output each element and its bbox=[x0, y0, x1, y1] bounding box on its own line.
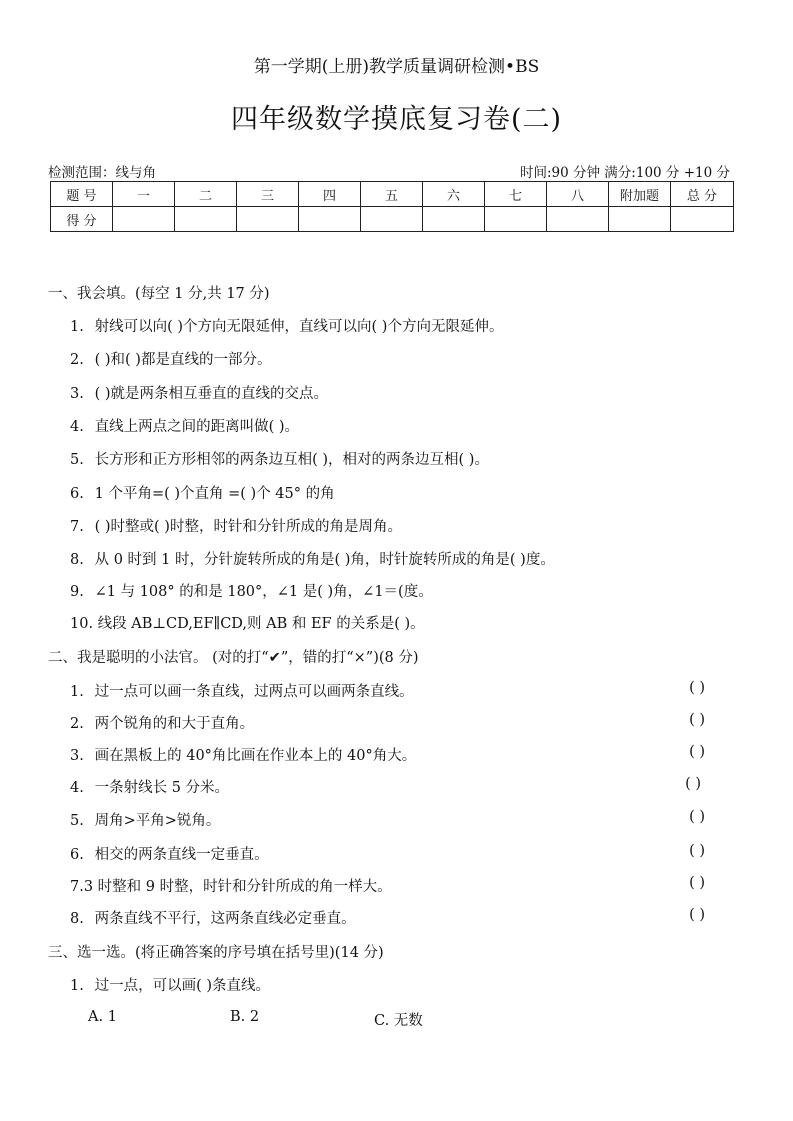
question-number: 8. bbox=[70, 552, 84, 568]
question-text: 长方形和正方形相邻的两条边互相( )，相对的两条边互相( )。 bbox=[94, 452, 489, 468]
question-number: 4. bbox=[70, 419, 84, 435]
question-text: 画在黑板上的 40°角比画在作业本上的 40°角大。 bbox=[94, 748, 417, 764]
score-cell[interactable] bbox=[485, 207, 547, 232]
score-header-cell: 总 分 bbox=[671, 182, 734, 207]
exam-range: 检测范围：线与角 bbox=[48, 165, 156, 181]
answer-parentheses[interactable]: ( ) bbox=[689, 680, 705, 696]
question-text: 相交的两条直线一定垂直。 bbox=[94, 847, 269, 863]
question-number: 7. bbox=[70, 519, 84, 535]
choice-question bbox=[70, 974, 270, 995]
answer-parentheses[interactable]: ( ) bbox=[689, 875, 705, 891]
question-number: 7. bbox=[70, 879, 84, 895]
score-header-cell: 七 bbox=[485, 182, 547, 207]
question-number: 1. bbox=[70, 978, 84, 994]
score-cell[interactable] bbox=[671, 207, 734, 232]
fill-question bbox=[70, 548, 555, 569]
judge-question bbox=[70, 680, 414, 701]
answer-parentheses[interactable]: ( ) bbox=[689, 907, 705, 923]
score-cell[interactable] bbox=[113, 207, 175, 232]
question-text: 两条直线不平行，这两条直线必定垂直。 bbox=[94, 911, 356, 927]
answer-parentheses[interactable]: ( ) bbox=[685, 776, 701, 792]
score-table bbox=[50, 181, 734, 232]
score-cell[interactable] bbox=[175, 207, 237, 232]
question-text: 直线上两点之间的距离叫做( )。 bbox=[94, 419, 300, 435]
option-b[interactable]: B. 2 bbox=[230, 1009, 260, 1025]
question-number: 2. bbox=[70, 352, 84, 368]
judge-question bbox=[70, 809, 220, 830]
score-cell[interactable] bbox=[299, 207, 361, 232]
answer-parentheses[interactable]: ( ) bbox=[689, 744, 705, 760]
judge-question bbox=[70, 843, 269, 864]
score-header-cell: 八 bbox=[547, 182, 609, 207]
judge-question bbox=[70, 712, 254, 733]
score-header-cell: 二 bbox=[175, 182, 237, 207]
question-number: 1. bbox=[70, 684, 84, 700]
question-number: 6. bbox=[70, 486, 84, 502]
score-row-label: 得 分 bbox=[51, 207, 113, 232]
score-table-header-row bbox=[51, 182, 734, 207]
question-text: 一条射线长 5 分米。 bbox=[94, 780, 230, 796]
section-1-title: 一、我会填。(每空 1 分,共 17 分) bbox=[48, 286, 270, 302]
judge-question bbox=[70, 907, 356, 928]
option-c[interactable]: C. 无数 bbox=[374, 1013, 423, 1029]
score-header-cell: 三 bbox=[237, 182, 299, 207]
score-cell[interactable] bbox=[609, 207, 671, 232]
score-header-cell: 四 bbox=[299, 182, 361, 207]
judge-question bbox=[70, 744, 416, 765]
question-text: 1 个平角=( )个直角 =( )个 45° 的角 bbox=[94, 486, 335, 502]
exam-series-title: 第一学期(上册)教学质量调研检测•BS bbox=[253, 57, 540, 77]
answer-parentheses[interactable]: ( ) bbox=[689, 809, 705, 825]
question-number: 10. bbox=[70, 616, 94, 632]
score-cell[interactable] bbox=[237, 207, 299, 232]
score-header-cell: 题 号 bbox=[51, 182, 113, 207]
question-number: 9. bbox=[70, 584, 84, 600]
question-text: ( )和( )都是直线的一部分。 bbox=[94, 352, 272, 368]
fill-question bbox=[70, 448, 489, 469]
question-text: 周角>平角>锐角。 bbox=[94, 813, 221, 829]
fill-question bbox=[70, 415, 299, 436]
question-number: 1. bbox=[70, 319, 84, 335]
fill-question bbox=[70, 348, 271, 369]
time-score-info: 时间:90 分钟 满分:100 分 +10 分 bbox=[520, 165, 730, 181]
question-text: 两个锐角的和大于直角。 bbox=[94, 716, 255, 732]
question-text: 过一点可以画一条直线，过两点可以画两条直线。 bbox=[94, 684, 414, 700]
score-header-cell: 五 bbox=[361, 182, 423, 207]
question-number: 2. bbox=[70, 716, 84, 732]
score-cell[interactable] bbox=[547, 207, 609, 232]
question-number: 3. bbox=[70, 748, 84, 764]
score-cell[interactable] bbox=[423, 207, 485, 232]
score-table-score-row bbox=[51, 207, 734, 232]
judge-question bbox=[70, 776, 229, 797]
question-text: 3 时整和 9 时整，时针和分针所成的角一样大。 bbox=[83, 879, 392, 895]
question-text: ( )就是两条相互垂直的直线的交点。 bbox=[94, 386, 329, 402]
fill-question bbox=[70, 315, 503, 336]
question-text: 射线可以向( )个方向无限延伸，直线可以向( )个方向无限延伸。 bbox=[94, 319, 504, 335]
question-text: ∠1 与 108° 的和是 180°，∠1 是( )角，∠1＝(度。 bbox=[94, 584, 433, 600]
score-cell[interactable] bbox=[361, 207, 423, 232]
fill-question bbox=[70, 482, 335, 503]
option-a[interactable]: A. 1 bbox=[88, 1009, 117, 1025]
judge-question bbox=[70, 875, 392, 896]
question-number: 6. bbox=[70, 847, 84, 863]
question-number: 5. bbox=[70, 452, 84, 468]
score-header-cell: 附加题 bbox=[609, 182, 671, 207]
question-number: 8. bbox=[70, 911, 84, 927]
question-text: 从 0 时到 1 时，分针旋转所成的角是( )角，时针旋转所成的角是( )度。 bbox=[94, 552, 555, 568]
score-header-cell: 六 bbox=[423, 182, 485, 207]
fill-question bbox=[70, 612, 425, 633]
answer-parentheses[interactable]: ( ) bbox=[689, 712, 705, 728]
score-header-cell: 一 bbox=[113, 182, 175, 207]
question-number: 5. bbox=[70, 813, 84, 829]
answer-parentheses[interactable]: ( ) bbox=[689, 843, 705, 859]
fill-question bbox=[70, 580, 433, 601]
question-text: 过一点，可以画( )条直线。 bbox=[94, 978, 271, 994]
section-3-title: 三、选一选。(将正确答案的序号填在括号里)(14 分) bbox=[48, 945, 384, 961]
page-title: 四年级数学摸底复习卷(二) bbox=[230, 104, 563, 135]
fill-question bbox=[70, 515, 402, 536]
question-number: 4. bbox=[70, 780, 84, 796]
fill-question bbox=[70, 382, 328, 403]
question-text: 线段 AB⊥CD,EF∥CD,则 AB 和 EF 的关系是( )。 bbox=[97, 616, 425, 632]
question-text: ( )时整或( )时整，时针和分针所成的角是周角。 bbox=[94, 519, 402, 535]
section-2-title: 二、我是聪明的小法官。 (对的打“✔”，错的打“×”)(8 分) bbox=[48, 650, 419, 666]
question-number: 3. bbox=[70, 386, 84, 402]
